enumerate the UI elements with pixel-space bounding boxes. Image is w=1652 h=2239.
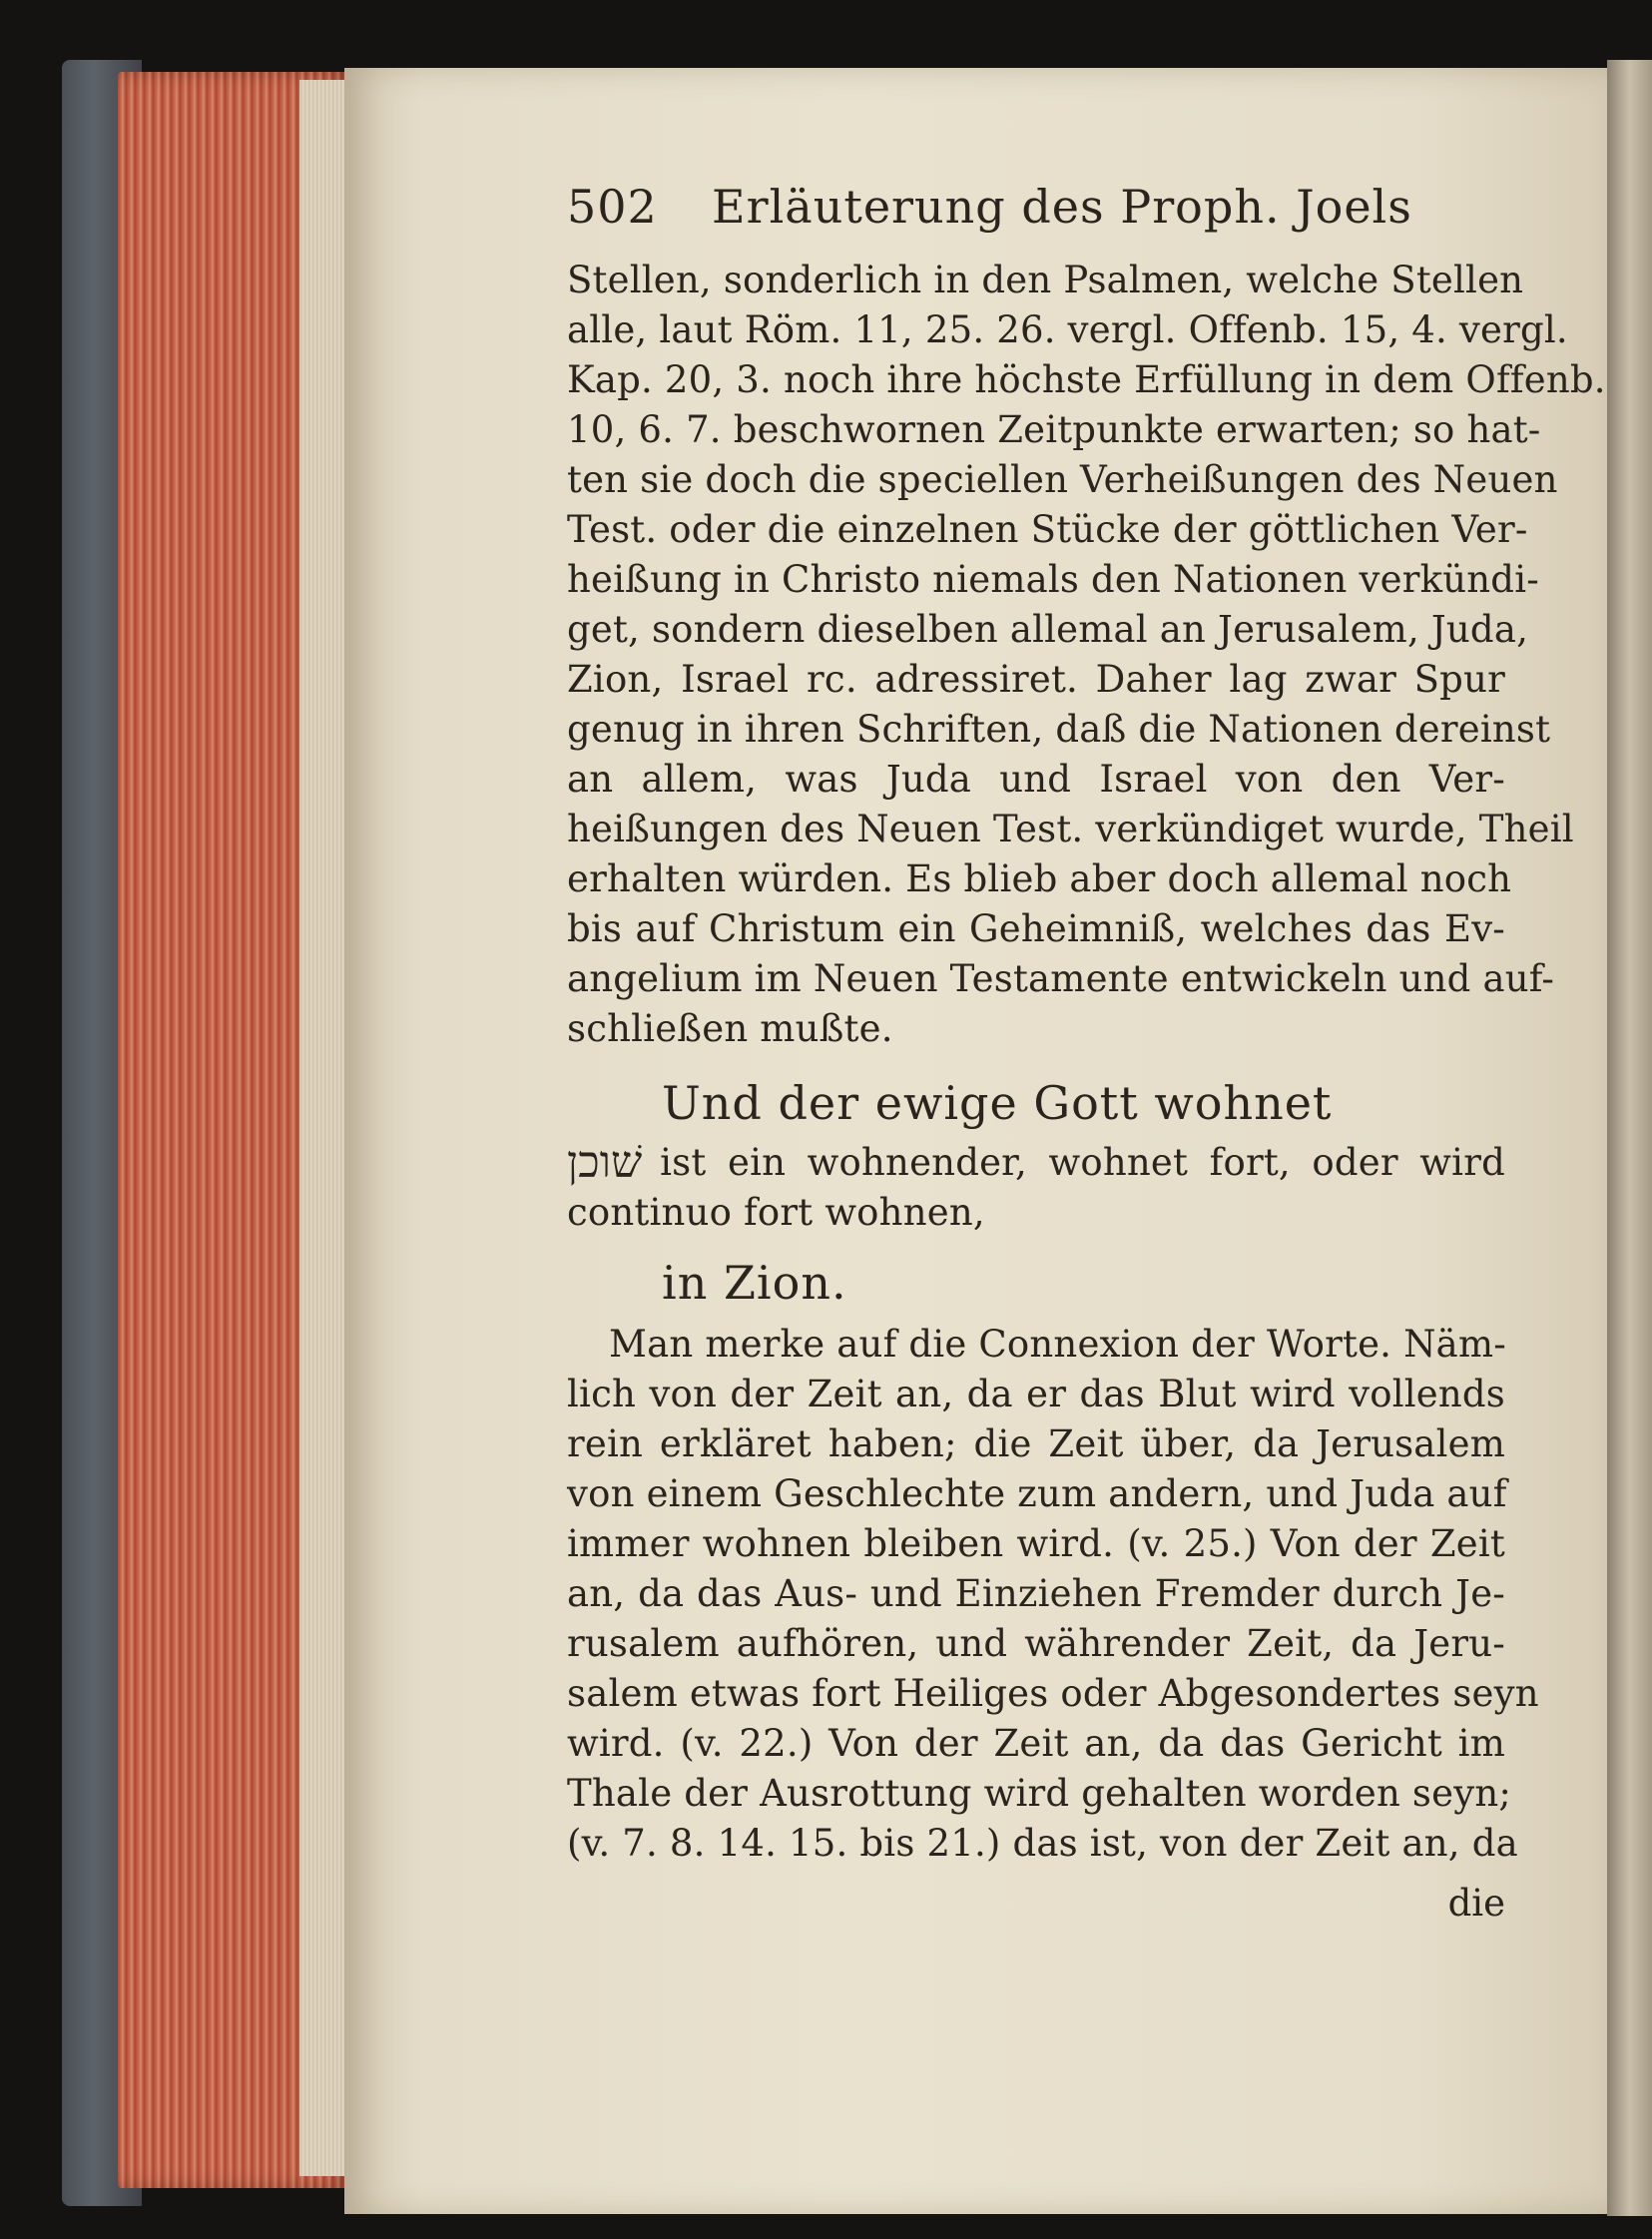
text-line: (v. 7. 8. 14. 15. bis 21.) das ist, von der Zeit an, da [567, 1822, 1518, 1865]
text-line: alle, laut Röm. 11, 25. 26. vergl. Offenb. 15, 4. vergl. [567, 308, 1568, 351]
catchword: die [1447, 1882, 1505, 1925]
page-text [567, 180, 1606, 1929]
text-line: immer wohnen bleiben wird. (v. 25.) Von der Zeit [567, 1522, 1505, 1565]
text-line: genug in ihren Schriften, daß die Nationen dereinst [567, 708, 1551, 751]
text-line: continuo fort wohnen, [567, 1191, 985, 1234]
text-line: erhalten würden. Es blieb aber doch allemal noch [567, 857, 1512, 900]
text-line: an allem, was Juda und Israel von den Ver- [567, 758, 1505, 801]
running-title: Erläuterung des Proph. Joels [712, 180, 1412, 234]
text-line: bis auf Christum ein Geheimniß, welches das Ev- [567, 907, 1505, 950]
text-line: an, da das Aus- und Einziehen Fremder durch Je- [567, 1572, 1505, 1615]
paragraph-2 [567, 1320, 1539, 1869]
text-line: heißung in Christo niemals den Nationen verkündi- [567, 558, 1539, 601]
text-line: Thale der Ausrottung wird gehalten worden seyn; [567, 1772, 1512, 1815]
text-line: heißungen des Neuen Test. verkündiget wurde, Theil [567, 808, 1574, 850]
text-line: lich von der Zeit an, da er das Blut wird vollends [567, 1373, 1505, 1415]
text-line: von einem Geschlechte zum andern, und Juda auf [567, 1472, 1507, 1515]
text-line: wird. (v. 22.) Von der Zeit an, da das Gericht im [567, 1722, 1505, 1765]
text-line: salem etwas fort Heiliges oder Abgesondertes seyn [567, 1672, 1539, 1715]
hebrew-word: שׁוכן [567, 1137, 643, 1188]
text-line: Kap. 20, 3. noch ihre höchste Erfüllung in dem Offenb. [567, 358, 1606, 401]
text-line: rein erkläret haben; die Zeit über, da Jerusalem [567, 1422, 1505, 1465]
opposite-page-edge [1607, 60, 1652, 2216]
section-heading: in Zion. [662, 1256, 847, 1310]
text-line: rusalem aufhören, und währender Zeit, da Jeru- [567, 1622, 1505, 1665]
section-heading: Und der ewige Gott wohnet [662, 1076, 1333, 1130]
text-line: ist ein wohnender, wohnet fort, oder wird [660, 1141, 1505, 1184]
text-line: schließen mußte. [567, 1007, 893, 1050]
text-line: Stellen, sonderlich in den Psalmen, welche Stellen [567, 259, 1524, 301]
text-line: Zion, Israel rc. adressiret. Daher lag zwar Spur [567, 658, 1505, 701]
text-line: ten sie doch die speciellen Verheißungen des Neuen [567, 458, 1558, 501]
text-line: angelium im Neuen Testamente entwickeln und auf- [567, 957, 1555, 1000]
page-number: 502 [567, 180, 658, 234]
paragraph-1 [567, 256, 1606, 1054]
text-line: Man merke auf die Connexion der Worte. Näm- [609, 1323, 1506, 1366]
text-line: get, sondern dieselben allemal an Jerusalem, Juda, [567, 608, 1529, 651]
hebrew-gloss [567, 1138, 1505, 1188]
running-header [567, 180, 1505, 234]
text-line: Test. oder die einzelnen Stücke der göttlichen Ver- [567, 508, 1528, 551]
text-line: 10, 6. 7. beschwornen Zeitpunkte erwarten; so hat- [567, 408, 1541, 451]
